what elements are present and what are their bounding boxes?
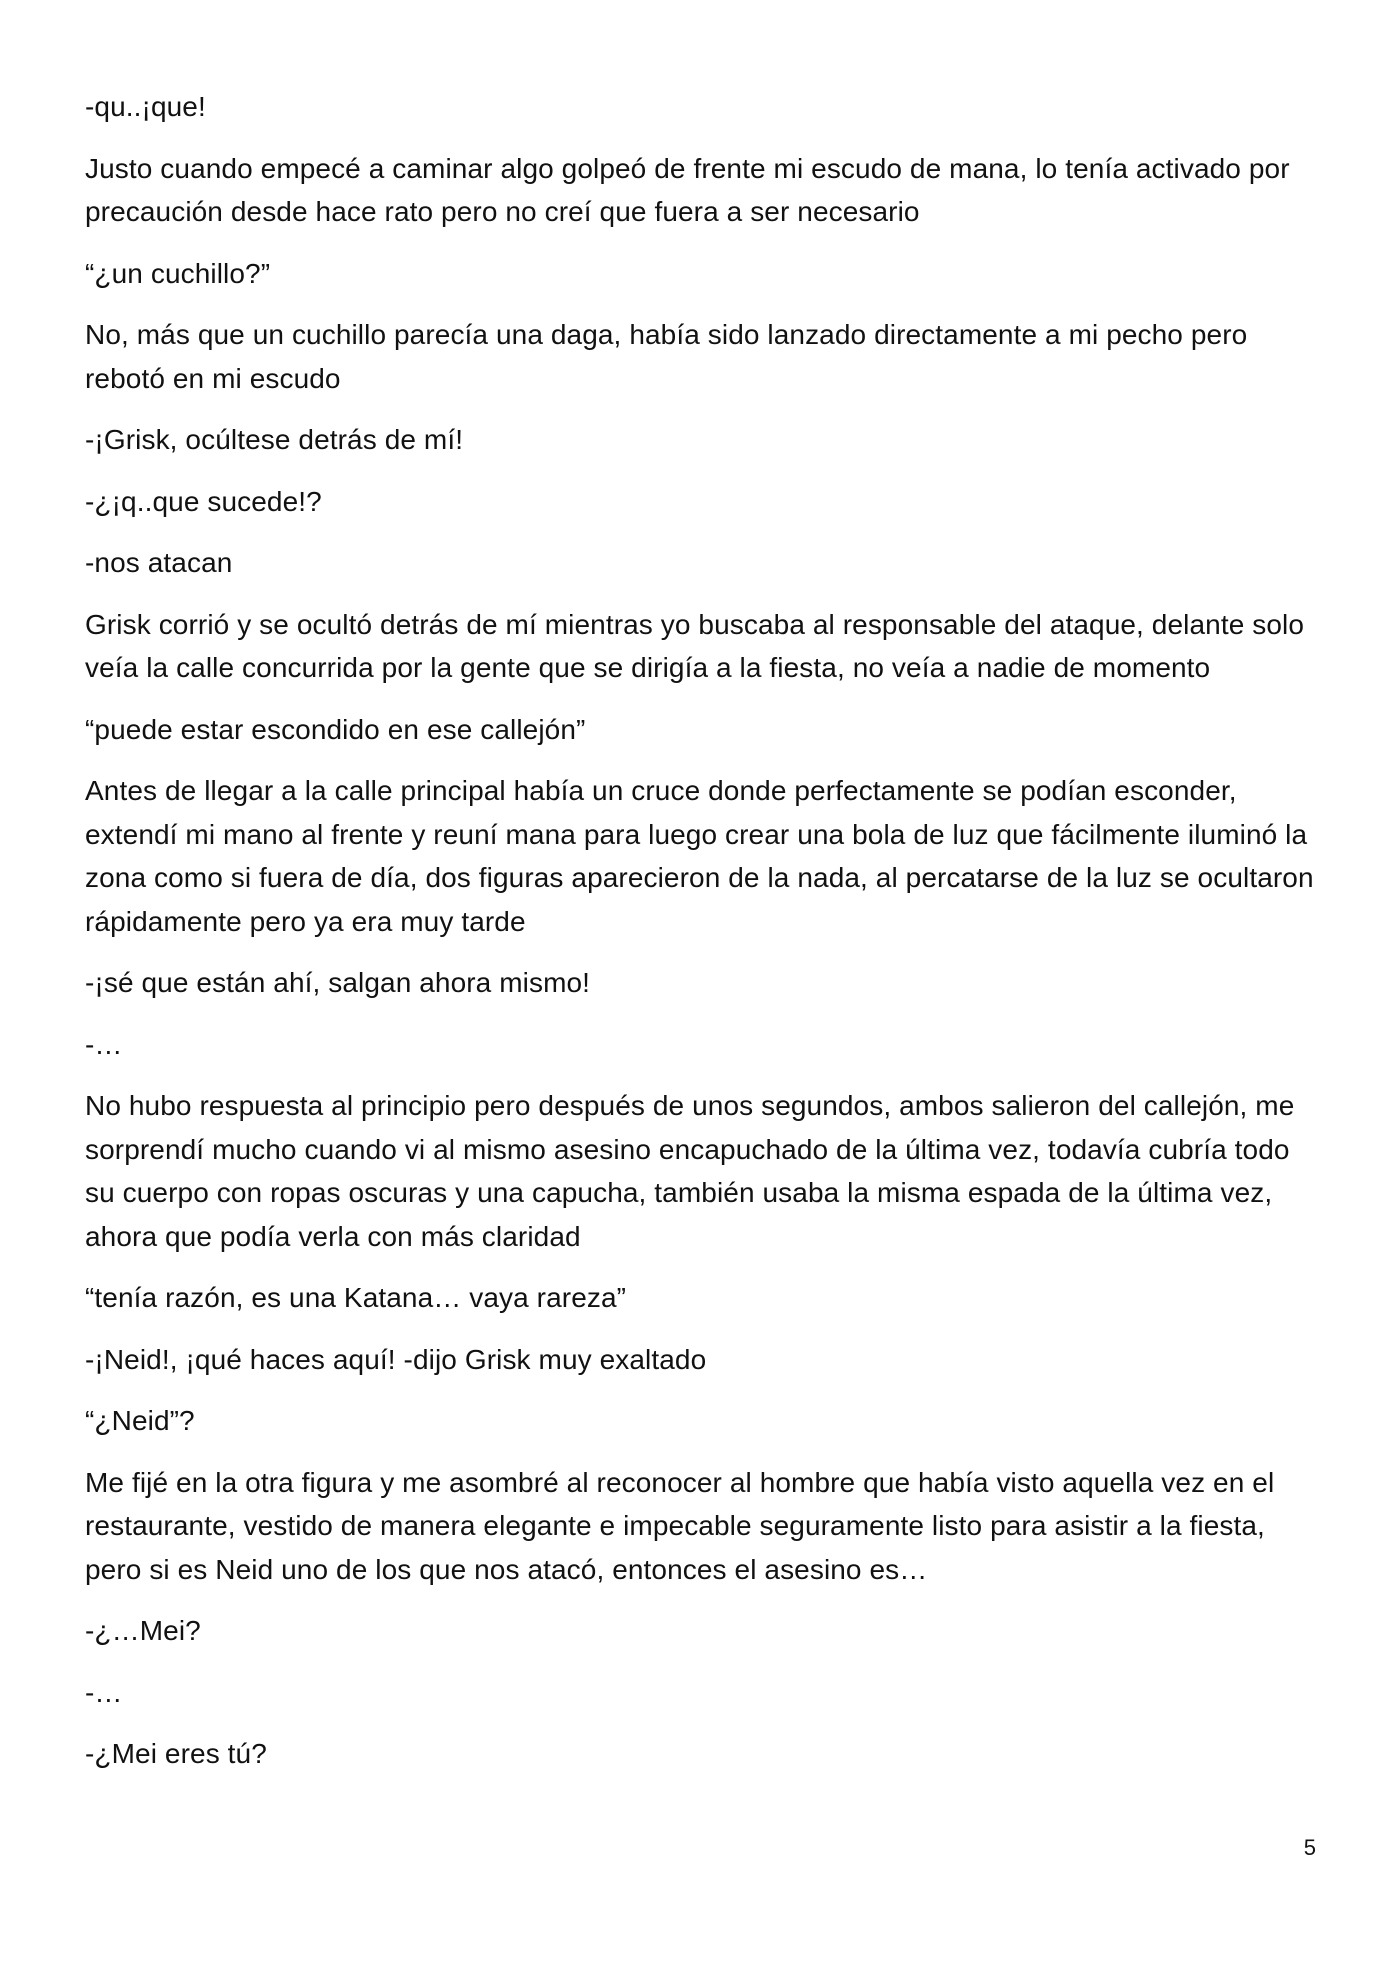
paragraph-5: -¡Grisk, ocúltese detrás de mí!	[85, 424, 464, 455]
paragraph-18: -¿…Mei?	[85, 1615, 201, 1646]
paragraph-14: “tenía razón, es una Katana… vaya rareza”	[85, 1282, 627, 1313]
document-body	[85, 85, 1325, 1794]
paragraph-13: No hubo respuesta al principio pero después de unos segundos, ambos salieron del callejón, me sorprendí mucho cuando vi al mismo asesino encapuchado de la última vez, todavía cubría todo su cuerpo con ropas oscuras y una capucha, también usaba la misma espada de la última vez, ahora que podía verla con más claridad	[85, 1090, 1295, 1252]
paragraph-9: “puede estar escondido en ese callejón”	[85, 713, 586, 745]
paragraph-11: -¡sé que están ahí, salgan ahora mismo!	[85, 967, 591, 998]
paragraph-19: -…	[85, 1676, 123, 1708]
page-number: 5	[1303, 1835, 1316, 1860]
paragraph-8: Grisk corrió y se ocultó detrás de mí mientras yo buscaba al responsable del ataque, delante solo veía la calle concurrida por la gente que se dirigía a la fiesta, no veía a nadie de momento	[85, 608, 1305, 683]
paragraph-2: Justo cuando empecé a caminar algo golpeó de frente mi escudo de mana, lo tenía activado por precaución desde hace rato pero no creí que fuera a ser necesario	[85, 152, 1290, 227]
paragraph-10: Antes de llegar a la calle principal había un cruce donde perfectamente se podían esconder, extendí mi mano al frente y reuní mana para luego crear una bola de luz que fácilmente iluminó la zona como si fuera de día, dos figuras aparecieron de la nada, al percatarse de la luz se ocultaron rápidamente pero ya era muy tarde	[85, 775, 1314, 937]
paragraph-15: -¡Neid!, ¡qué haces aquí! -dijo Grisk muy exaltado	[85, 1343, 707, 1375]
paragraph-12: -…	[85, 1028, 123, 1060]
paragraph-3: “¿un cuchillo?”	[85, 257, 271, 289]
paragraph-16: “¿Neid”?	[85, 1405, 195, 1436]
paragraph-17: Me fijé en la otra figura y me asombré al reconocer al hombre que había visto aquella vez en el restaurante, vestido de manera elegante e impecable seguramente listo para asistir a la fiesta, pero si es Neid uno de los que nos atacó, entonces el asesino es…	[85, 1466, 1275, 1585]
paragraph-20: -¿Mei eres tú?	[85, 1738, 267, 1769]
paragraph-4: No, más que un cuchillo parecía una daga, había sido lanzado directamente a mi pecho pero rebotó en mi escudo	[85, 319, 1248, 394]
paragraph-6: -¿¡q..que sucede!?	[85, 485, 322, 517]
paragraph-7: -nos atacan	[85, 547, 233, 578]
paragraph-1: -qu..¡que!	[85, 91, 206, 122]
